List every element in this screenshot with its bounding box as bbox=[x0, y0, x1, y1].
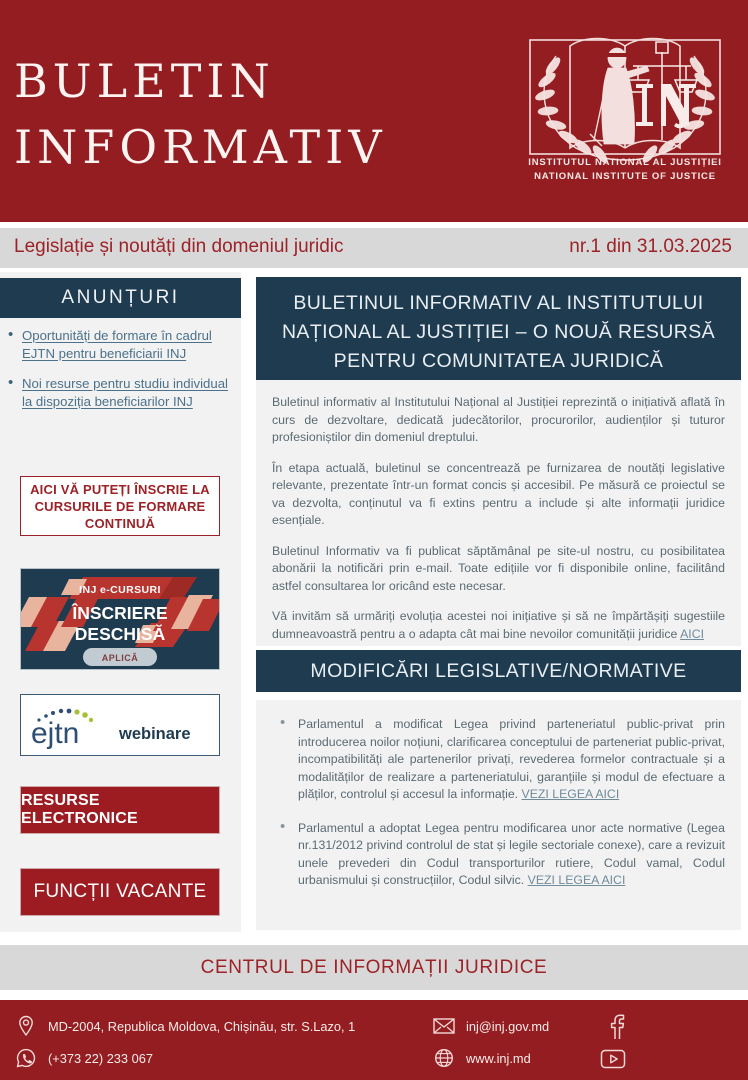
ejtn-logo-icon bbox=[21, 695, 219, 755]
sidebar bbox=[0, 272, 241, 932]
inj-logo bbox=[514, 22, 736, 204]
logo-caption bbox=[514, 156, 736, 184]
electronic-resources-button[interactable]: RESURSE ELECTRONICE bbox=[20, 786, 220, 834]
footer-phone-row bbox=[14, 1046, 153, 1070]
ecourse-ribbon-text: INJ e-CURSURI bbox=[79, 584, 161, 596]
announcement-link-2[interactable]: Noi resurse pentru studiu individual la dispoziția beneficiarilor INJ bbox=[22, 376, 228, 409]
ecourse-stripes-graphic bbox=[21, 569, 219, 669]
legislative-list bbox=[272, 716, 725, 890]
paragraph-4-text: Vă invităm să urmăriți evoluția acestei noi inițiative și să ne împărtășiți sugestiile dumneavoastră pentru a o adapta cât mai bine nevoilor comunității juridice bbox=[272, 609, 725, 641]
location-pin-icon bbox=[14, 1014, 38, 1038]
ejtn-wordmark: ejtn bbox=[31, 717, 80, 750]
paragraph-1: Buletinul informativ al Institutului Național al Justiției reprezintă o inițiativă aflată în curs de dezvoltare, dedicată judecătorilor, procurorilor, audienților și tuturor profesioniștilor din domeniul dreptului. bbox=[272, 395, 725, 444]
facebook-icon[interactable] bbox=[604, 1014, 630, 1040]
enroll-courses-box[interactable]: AICI VĂ PUTEȚI ÎNSCRIE LA CURSURILE DE FORMARE CONTINUĂ bbox=[20, 476, 220, 536]
footer-email[interactable]: inj@inj.gov.md bbox=[466, 1018, 550, 1034]
main-heading: BULETINUL INFORMATIV AL INSTITUTULUI NAȚIONAL AL JUSTIȚIEI – O NOUĂ RESURSĂ PENTRU COMUNITATEA JURIDICĂ bbox=[256, 277, 741, 389]
paragraph-2: În etapa actuală, buletinul se concentrează pe furnizarea de noutăți legislative relevante, prezentate într-un format concis și accesibil. Pe măsură ce proiectul se va dezvolta, conținutul va fi extins pentru a include și alte informații juridice esențiale. bbox=[272, 460, 725, 527]
intro-text-block bbox=[256, 380, 741, 646]
centre-bar: CENTRUL DE INFORMAȚII JURIDICE bbox=[0, 945, 748, 990]
page-title bbox=[14, 48, 484, 180]
list-item bbox=[6, 327, 236, 363]
paragraph-4 bbox=[272, 608, 725, 643]
page-title-line1: BULETIN bbox=[14, 54, 275, 108]
legislative-item-2-text: Parlamentul a adoptat Legea pentru modificarea unor acte normative (Legea nr.131/2012 privind controlul de stat și legile sectoriale conexe), care a revizuit unele prevederi din Codul transporturilor rutiere, Codul vamal, Codul urbanismului și construcțiilor, Codul silvic. bbox=[298, 820, 725, 887]
body-area bbox=[0, 272, 748, 934]
footer-address: MD-2004, Republica Moldova, Chișinău, str. S.Lazo, 1 bbox=[48, 1018, 356, 1034]
aici-link[interactable]: AICI bbox=[680, 626, 705, 641]
footer-address-row bbox=[14, 1014, 355, 1038]
footer-phone: (+373 22) 233 067 bbox=[48, 1050, 153, 1066]
envelope-icon bbox=[432, 1014, 456, 1038]
table-row bbox=[272, 820, 725, 890]
vezi-legea-link-1[interactable]: VEZI LEGEA AICI bbox=[521, 787, 620, 801]
whatsapp-icon bbox=[14, 1046, 38, 1070]
logo-caption-en: NATIONAL INSTITUTE OF JUSTICE bbox=[534, 171, 716, 182]
legislative-block bbox=[256, 700, 741, 930]
page-header bbox=[0, 0, 748, 222]
ecourse-apply-label: APLICĂ bbox=[101, 653, 139, 663]
ecourse-line1: ÎNSCRIERE bbox=[72, 603, 168, 623]
youtube-icon[interactable] bbox=[600, 1046, 626, 1072]
list-item bbox=[6, 375, 236, 411]
inj-emblem-icon bbox=[514, 22, 736, 172]
paragraph-3: Buletinul Informativ va fi publicat săptămânal pe site-ul nostru, cu posibilitatea abonării la notificări prin e-mail. Toate edițiile vor fi disponibile online, facilitând astfel consultarea lor oricând este necesar. bbox=[272, 543, 725, 593]
table-row bbox=[272, 716, 725, 804]
announcements-list bbox=[6, 327, 236, 423]
sidebar-heading: ANUNȚURI bbox=[0, 278, 241, 318]
ejtn-webinar-banner[interactable] bbox=[20, 694, 220, 756]
legislative-heading: MODIFICĂRI LEGISLATIVE/NORMATIVE bbox=[256, 650, 741, 692]
footer-email-row bbox=[432, 1014, 549, 1038]
vacancies-button[interactable]: FUNCȚII VACANTE bbox=[20, 868, 220, 916]
page-title-line2: INFORMATIV bbox=[14, 120, 387, 174]
footer-website[interactable]: www.inj.md bbox=[466, 1050, 531, 1066]
main-content bbox=[256, 272, 748, 932]
subtitle-bar bbox=[0, 228, 748, 268]
ecourse-banner[interactable] bbox=[20, 568, 220, 670]
announcement-link-1[interactable]: Oportunități de formare în cadrul EJTN pentru beneficiarii INJ bbox=[22, 328, 212, 361]
issue-number: nr.1 din 31.03.2025 bbox=[569, 236, 732, 257]
subtitle-text: Legislație și noutăți din domeniul juridic bbox=[14, 236, 344, 257]
ejtn-webinare-label: webinare bbox=[119, 725, 191, 743]
footer-website-row bbox=[432, 1046, 531, 1070]
ecourse-line2: DESCHISĂ bbox=[74, 624, 166, 644]
page-footer bbox=[0, 1000, 748, 1080]
globe-icon bbox=[432, 1046, 456, 1070]
legislative-item-1-text: Parlamentul a modificat Legea privind parteneriatul public-privat prin introducerea noilor noțiuni, clarificarea conceptului de parteneriat public-privat, incompatibilități ale partenerilor privați, revederea formelor contractuale și a modalităților de realizare a parteneriatului, garanțiile și modul de efectuare a plăților, controlul și accesul la informație. bbox=[298, 717, 725, 801]
vezi-legea-link-2[interactable]: VEZI LEGEA AICI bbox=[527, 873, 626, 887]
logo-caption-ro: INSTITUTUL NATIONAL AL JUSTIȚIEI bbox=[528, 157, 722, 168]
